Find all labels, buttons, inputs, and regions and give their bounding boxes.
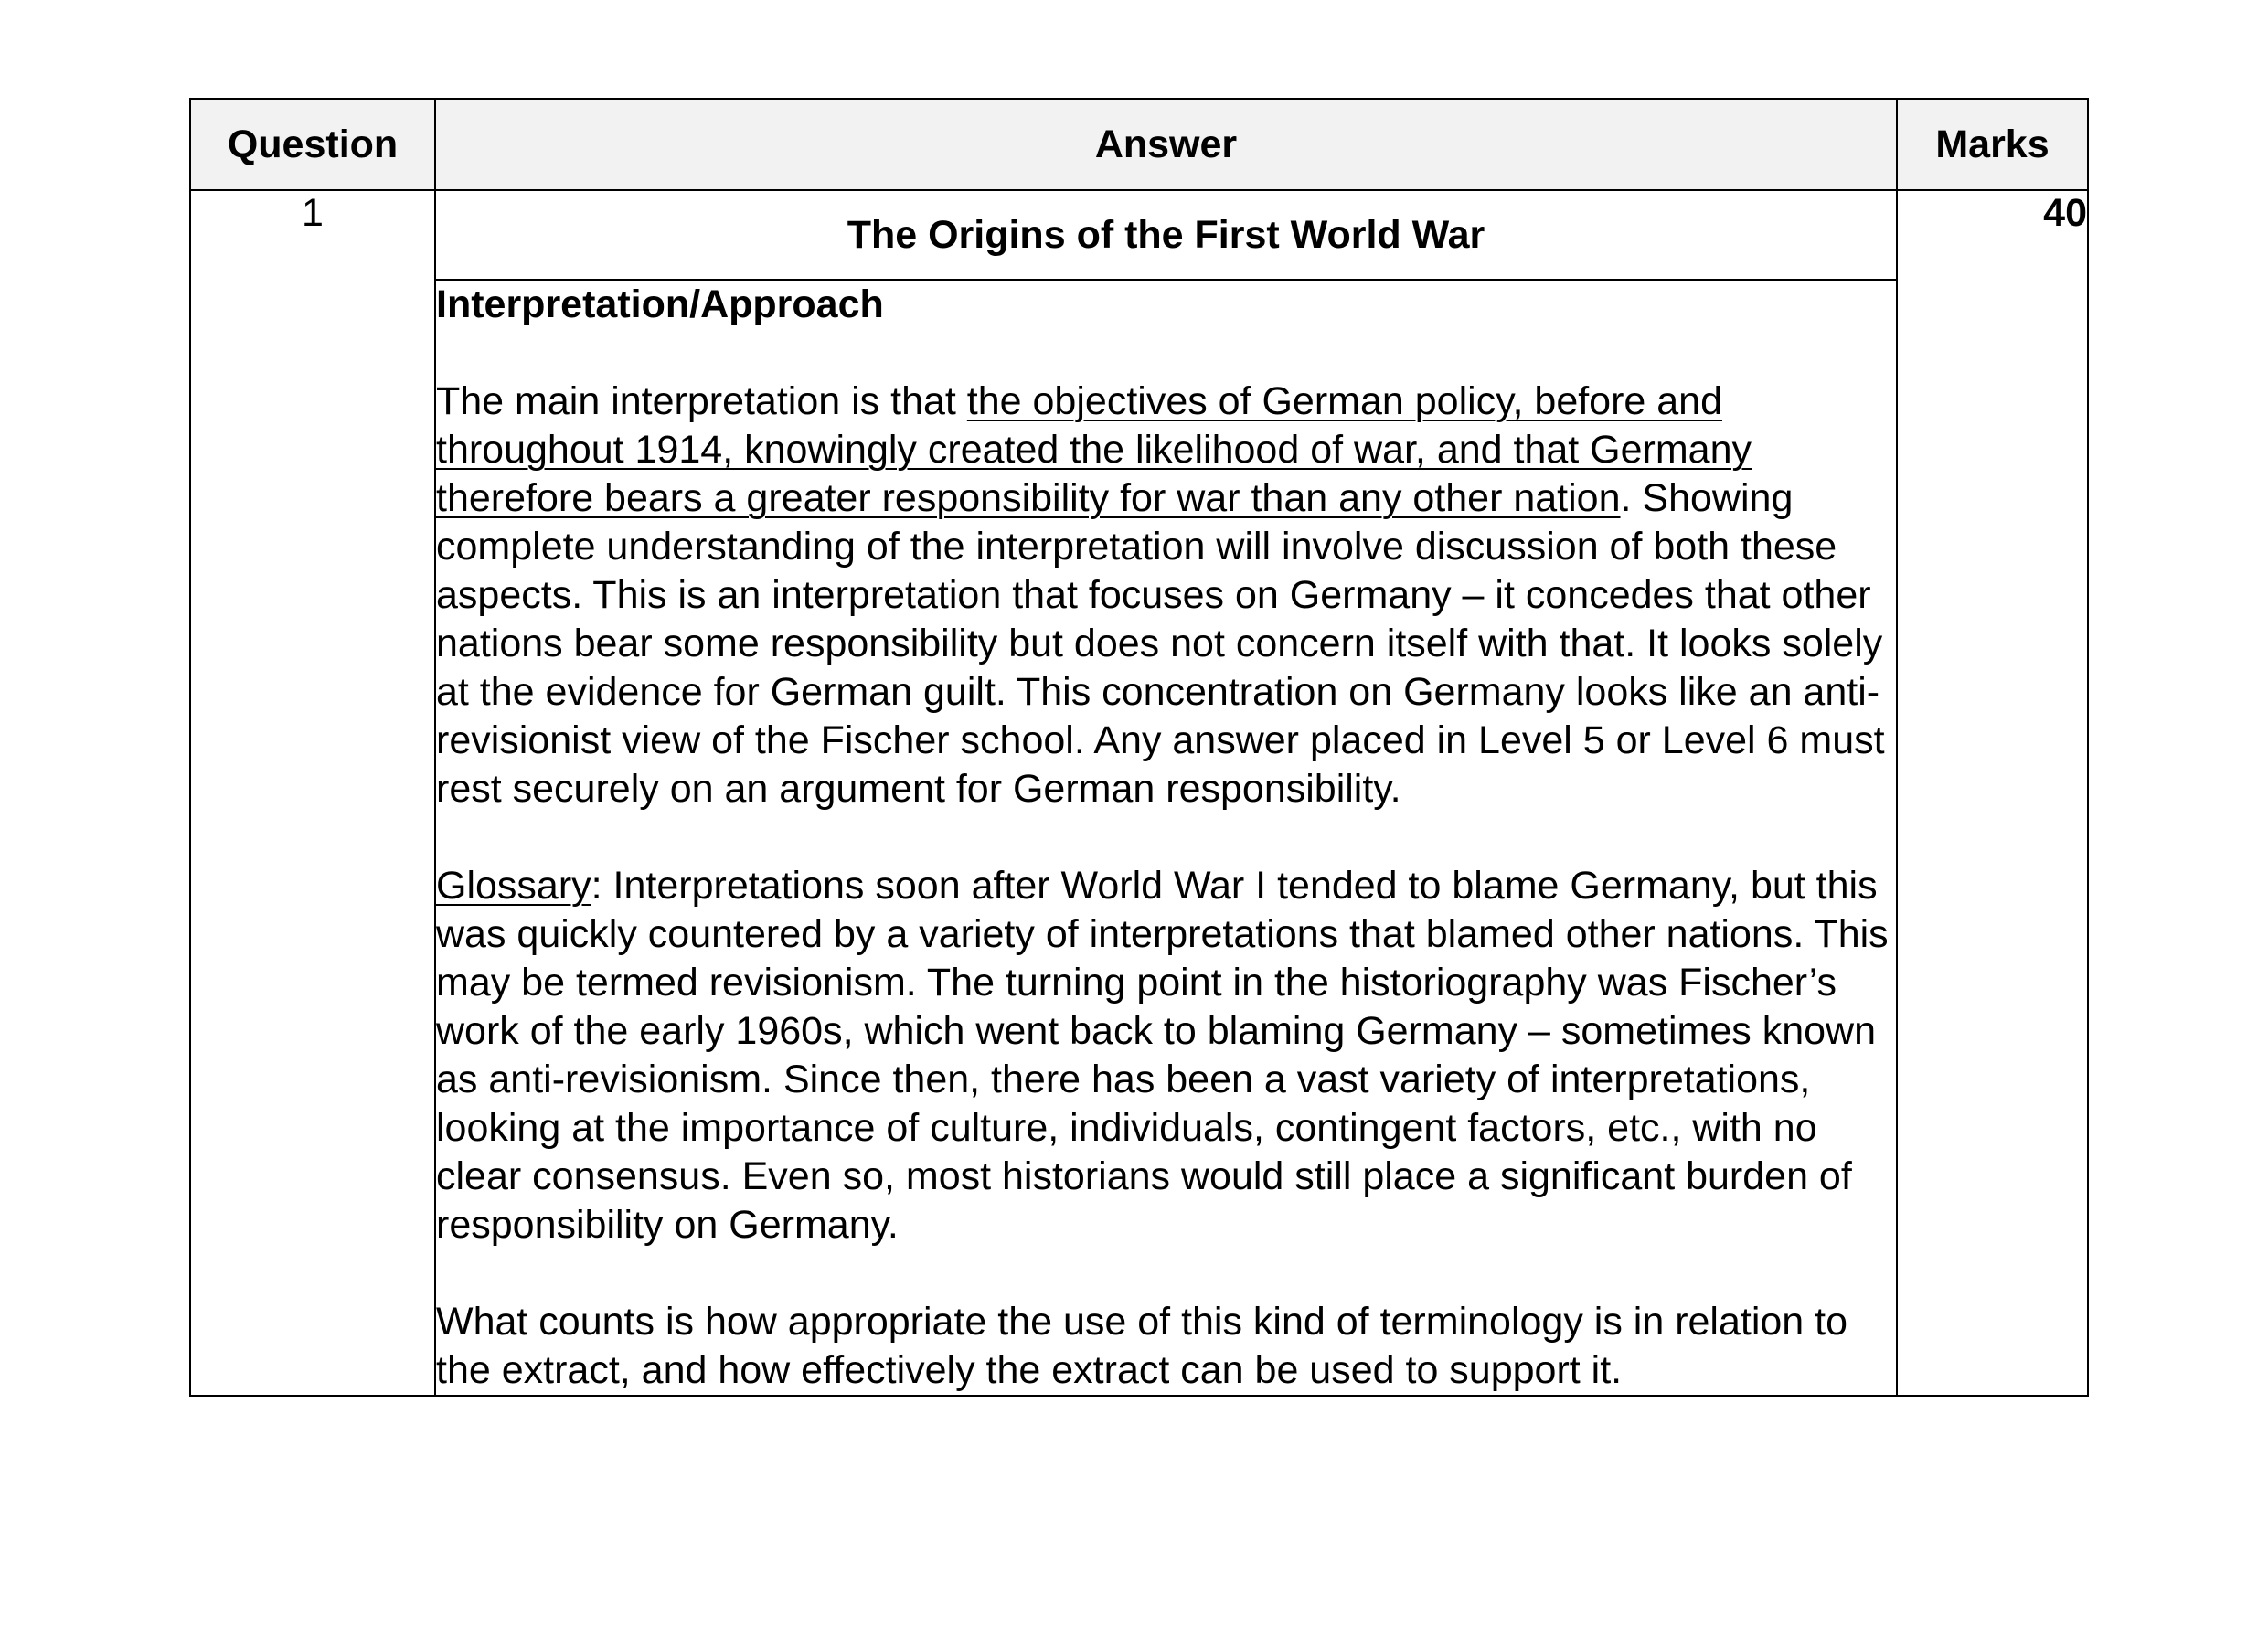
marks-column-header: Marks xyxy=(1897,99,2088,190)
glossary-label: Glossary xyxy=(436,864,591,908)
paragraph-rest: . Showing complete understanding of the interpretation will involve discussion of both these aspects. This is an interpretation that focuses on Germany – it concedes that other nations bear some responsibility but does not concern itself with that. It looks solely at the evidence for German guilt. This concentration on Germany looks like an anti-revisionist view of the Fischer school. Any answer placed in Level 5 or Level 6 must rest securely on an argument for German responsibility. xyxy=(436,476,1885,811)
answer-guidance xyxy=(435,280,1897,1396)
mark-scheme-table xyxy=(189,98,2089,1397)
topic-title: The Origins of the First World War xyxy=(435,190,1897,280)
question-number: 1 xyxy=(190,190,435,1396)
answer-column-header: Answer xyxy=(435,99,1897,190)
table-row xyxy=(190,280,2088,1396)
paragraph-lead: The main interpretation is that xyxy=(436,379,967,423)
table-row xyxy=(190,190,2088,280)
header-row xyxy=(190,99,2088,190)
interpretation-paragraph xyxy=(436,377,1896,813)
terminology-paragraph: What counts is how appropriate the use of this kind of terminology is in relation to the extract, and how effectively the extract can be used to support it. xyxy=(436,1300,1848,1392)
key-interpretation-text: the objectives of German policy, before and throughout 1914, knowingly created the likelihood of war, and that Germany therefore bears a greater responsibility for war than any other nation xyxy=(436,379,1752,520)
glossary-paragraph xyxy=(436,862,1896,1249)
marks-value: 40 xyxy=(1897,190,2088,1396)
question-column-header: Question xyxy=(190,99,435,190)
section-heading: Interpretation/Approach xyxy=(436,282,884,326)
glossary-text: : Interpretations soon after World War I tended to blame Germany, but this was quickly countered by a variety of interpretations that blamed other nations. This may be termed revisionism. The turning point in the historiography was Fischer’s work of the early 1960s, which went back to blaming Germany – sometimes known as anti-revisionism. Since then, there has been a vast variety of interpretations, looking at the importance of culture, individuals, contingent factors, etc., with no clear consensus. Even so, most historians would still place a significant burden of responsibility on Germany. xyxy=(436,864,1889,1247)
